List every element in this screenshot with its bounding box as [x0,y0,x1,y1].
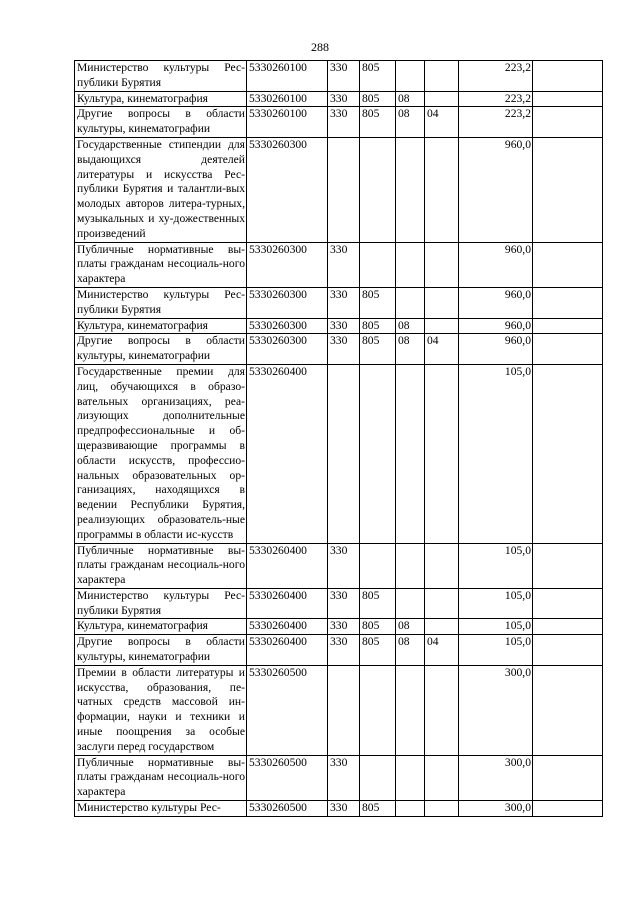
row-name-cell: Публичные нормативные вы-платы гражданам несоциаль-ного характера [75,242,247,287]
row-name-cell: Другие вопросы в области культуры, кинематографии [75,107,247,138]
amount-cell: 105,0 [459,588,533,619]
target-article-cell: 5330260400 [247,588,328,619]
target-article-cell: 5330260500 [247,665,328,755]
ministry-code-cell: 805 [360,61,396,92]
table-row [75,287,603,318]
row-name-cell: Государственные стипендии для выдающихся деятелей литературы и искусства Рес-публики Бурятия и талантли-вых молодых авторов литера-турных, музыкальных и ху-дожественных произведений [75,137,247,242]
target-article-cell: 5330260100 [247,61,328,92]
target-article-cell: 5330260400 [247,364,328,543]
blank-cell [533,61,603,92]
row-name-cell: Культура, кинематография [75,619,247,635]
target-article-cell: 5330260500 [247,755,328,800]
ministry-code-cell [360,755,396,800]
amount-cell: 105,0 [459,635,533,666]
subsection-cell [425,137,459,242]
subsection-cell [425,801,459,817]
expense-type-cell: 330 [328,801,360,817]
blank-cell [533,107,603,138]
row-name-cell: Публичные нормативные вы-платы гражданам несоциаль-ного характера [75,755,247,800]
table-row [75,91,603,107]
row-name-cell: Другие вопросы в области культуры, кинематографии [75,635,247,666]
amount-cell: 960,0 [459,242,533,287]
amount-cell: 300,0 [459,665,533,755]
blank-cell [533,137,603,242]
section-cell: 08 [396,91,425,107]
target-article-cell: 5330260100 [247,107,328,138]
blank-cell [533,755,603,800]
section-cell: 08 [396,619,425,635]
subsection-cell [425,318,459,334]
ministry-code-cell [360,543,396,588]
subsection-cell [425,364,459,543]
expense-type-cell: 330 [328,755,360,800]
table-row [75,755,603,800]
amount-cell: 960,0 [459,334,533,365]
expense-type-cell: 330 [328,635,360,666]
expense-type-cell: 330 [328,619,360,635]
subsection-cell [425,61,459,92]
expense-type-cell: 330 [328,242,360,287]
blank-cell [533,619,603,635]
row-name-cell: Государственные премии для лиц, обучающихся в образо-вательных организациях, реа-лизующих дополнительные предпрофессиональные и об-щеразвивающие программы в области искусств, профессио-нальных образовательных ор-ганизациях, находящихся в ведении Республики Бурятия, реализующих образователь-ные программы в области ис-кусств [75,364,247,543]
section-cell [396,543,425,588]
blank-cell [533,242,603,287]
blank-cell [533,635,603,666]
target-article-cell: 5330260300 [247,334,328,365]
table-row [75,801,603,817]
target-article-cell: 5330260300 [247,318,328,334]
expense-type-cell [328,137,360,242]
ministry-code-cell: 805 [360,619,396,635]
target-article-cell: 5330260100 [247,91,328,107]
row-name-cell: Министерство культуры Рес-публики Бурятия [75,588,247,619]
blank-cell [533,665,603,755]
subsection-cell: 04 [425,334,459,365]
blank-cell [533,334,603,365]
table-row [75,137,603,242]
expense-type-cell: 330 [328,334,360,365]
expense-type-cell: 330 [328,318,360,334]
row-name-cell: Министерство культуры Рес-публики Бурятия [75,287,247,318]
ministry-code-cell: 805 [360,801,396,817]
table-row [75,334,603,365]
subsection-cell [425,665,459,755]
row-name-cell: Культура, кинематография [75,318,247,334]
ministry-code-cell [360,364,396,543]
table-row [75,619,603,635]
blank-cell [533,91,603,107]
row-name-cell: Публичные нормативные вы-платы гражданам несоциаль-ного характера [75,543,247,588]
section-cell [396,588,425,619]
expense-type-cell: 330 [328,287,360,318]
ministry-code-cell: 805 [360,588,396,619]
subsection-cell [425,543,459,588]
subsection-cell: 04 [425,635,459,666]
blank-cell [533,318,603,334]
table-row [75,242,603,287]
section-cell [396,665,425,755]
ministry-code-cell: 805 [360,318,396,334]
amount-cell: 223,2 [459,107,533,138]
ministry-code-cell: 805 [360,107,396,138]
expense-type-cell: 330 [328,588,360,619]
ministry-code-cell [360,665,396,755]
blank-cell [533,287,603,318]
row-name-cell: Культура, кинематография [75,91,247,107]
table-row [75,635,603,666]
amount-cell: 960,0 [459,137,533,242]
amount-cell: 105,0 [459,619,533,635]
page-number: 288 [311,40,329,54]
table-row [75,588,603,619]
section-cell [396,287,425,318]
table-row [75,543,603,588]
row-name-cell: Премии в области литературы и искусства, образования, пе-чатных средств массовой ин-формации, науки и техники и иные поощрения за особые заслуги перед государством [75,665,247,755]
amount-cell: 105,0 [459,364,533,543]
section-cell: 08 [396,334,425,365]
row-name-cell: Министерство культуры Рес-публики Бурятия [75,61,247,92]
blank-cell [533,588,603,619]
section-cell: 08 [396,107,425,138]
section-cell [396,755,425,800]
ministry-code-cell: 805 [360,91,396,107]
amount-cell: 223,2 [459,91,533,107]
subsection-cell [425,755,459,800]
blank-cell [533,801,603,817]
target-article-cell: 5330260300 [247,242,328,287]
ministry-code-cell: 805 [360,334,396,365]
amount-cell: 960,0 [459,318,533,334]
target-article-cell: 5330260400 [247,619,328,635]
target-article-cell: 5330260400 [247,635,328,666]
section-cell: 08 [396,635,425,666]
subsection-cell: 04 [425,107,459,138]
ministry-code-cell: 805 [360,635,396,666]
amount-cell: 300,0 [459,801,533,817]
budget-table [74,60,603,817]
subsection-cell [425,242,459,287]
section-cell [396,242,425,287]
target-article-cell: 5330260400 [247,543,328,588]
section-cell [396,364,425,543]
blank-cell [533,364,603,543]
subsection-cell [425,91,459,107]
blank-cell [533,543,603,588]
table-row [75,61,603,92]
expense-type-cell: 330 [328,107,360,138]
amount-cell: 223,2 [459,61,533,92]
ministry-code-cell: 805 [360,287,396,318]
row-name-cell: Министерство культуры Рес- [75,801,247,817]
ministry-code-cell [360,242,396,287]
row-name-cell: Другие вопросы в области культуры, кинематографии [75,334,247,365]
expense-type-cell [328,364,360,543]
amount-cell: 960,0 [459,287,533,318]
subsection-cell [425,619,459,635]
target-article-cell: 5330260500 [247,801,328,817]
subsection-cell [425,588,459,619]
expense-type-cell: 330 [328,543,360,588]
table-row [75,665,603,755]
table-row [75,107,603,138]
amount-cell: 105,0 [459,543,533,588]
subsection-cell [425,287,459,318]
table-row [75,364,603,543]
ministry-code-cell [360,137,396,242]
section-cell [396,801,425,817]
amount-cell: 300,0 [459,755,533,800]
expense-type-cell: 330 [328,61,360,92]
target-article-cell: 5330260300 [247,137,328,242]
section-cell [396,61,425,92]
section-cell: 08 [396,318,425,334]
table-row [75,318,603,334]
expense-type-cell [328,665,360,755]
section-cell [396,137,425,242]
expense-type-cell: 330 [328,91,360,107]
target-article-cell: 5330260300 [247,287,328,318]
